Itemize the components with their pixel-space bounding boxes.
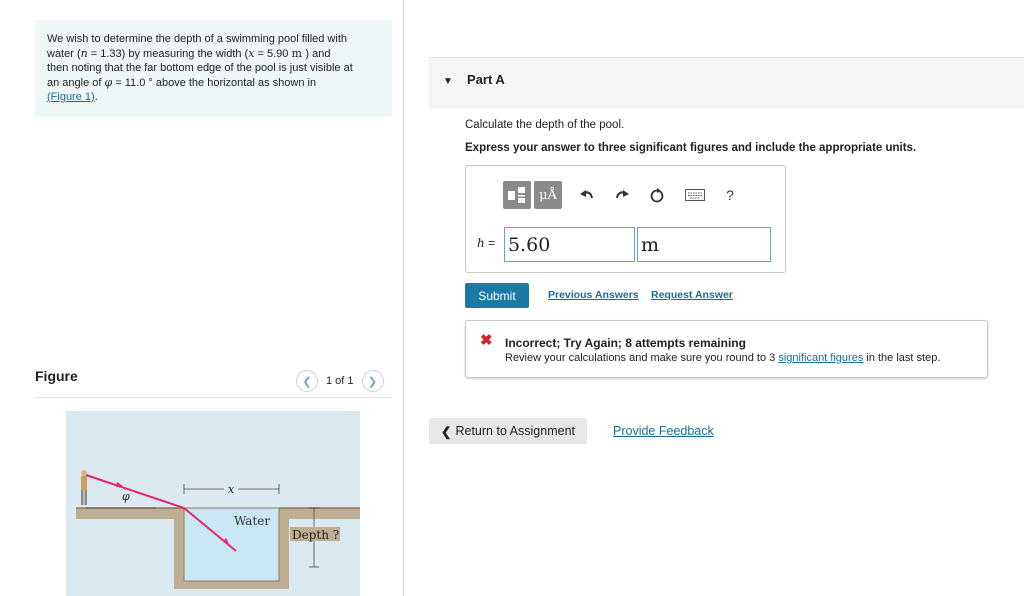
equals-sign: = <box>484 236 496 250</box>
undo-icon[interactable] <box>574 182 600 208</box>
feedback-title: Incorrect; Try Again; 8 attempts remaining <box>505 336 746 350</box>
problem-text: then noting that the far bottom edge of the pool is just visible at <box>47 62 353 74</box>
feedback-message <box>465 320 988 378</box>
problem-text: an angle of <box>47 76 105 89</box>
phi-label: φ <box>122 490 130 503</box>
chevron-left-icon: ❮ <box>441 424 452 439</box>
feedback-text: Review your calculations and make sure you round to 3 <box>505 352 779 364</box>
pool-figure <box>66 411 360 596</box>
return-label: Return to Assignment <box>455 424 575 438</box>
symbol-n: n <box>80 46 88 60</box>
triangle-down-icon[interactable]: ▼ <box>443 76 453 87</box>
variable-symbol: h <box>477 236 485 250</box>
submit-button[interactable]: Submit <box>465 283 529 308</box>
answer-unit-input[interactable]: m <box>637 227 771 262</box>
previous-answers-link[interactable]: Previous Answers <box>548 289 639 301</box>
symbol-phi: φ <box>104 75 113 89</box>
significant-figures-link[interactable]: significant figures <box>778 352 864 364</box>
math-toolbar <box>503 181 743 209</box>
request-answer-link[interactable]: Request Answer <box>651 289 733 301</box>
problem-text: ) and <box>305 47 331 60</box>
part-a-label: Part A <box>467 72 505 87</box>
feedback-text: in the last step. <box>863 352 941 364</box>
help-icon[interactable]: ? <box>726 187 734 203</box>
depth-label: Depth ? <box>292 528 340 542</box>
instructions-text: Express your answer to three significant figures and include the appropriate units. <box>465 142 917 154</box>
redo-icon[interactable] <box>609 182 635 208</box>
chevron-left-icon[interactable]: ❮ <box>296 370 318 392</box>
question-text: Calculate the depth of the pool. <box>465 119 625 131</box>
problem-text: . <box>94 91 98 103</box>
x-label: x <box>228 483 235 496</box>
template-icon[interactable] <box>503 181 531 209</box>
left-column <box>0 0 404 596</box>
units-icon[interactable]: μÅ <box>534 181 562 209</box>
answer-box <box>465 165 786 273</box>
problem-text: water ( <box>47 47 81 60</box>
part-a-header[interactable] <box>429 57 1024 109</box>
figure-link[interactable]: (Figure 1) <box>47 91 95 103</box>
divider <box>35 397 392 398</box>
x-mark-icon: ✖ <box>480 332 493 349</box>
variable-label <box>477 236 495 250</box>
answer-value-input[interactable]: 5.60 <box>504 227 635 262</box>
symbol-x: x <box>248 46 255 60</box>
problem-text: = 1.33) by measuring the width ( <box>87 47 249 60</box>
unit-m: m <box>291 46 306 60</box>
figure-nav <box>296 370 384 392</box>
problem-statement <box>35 20 392 117</box>
keyboard-icon[interactable] <box>682 182 708 208</box>
reset-icon[interactable] <box>644 182 670 208</box>
chevron-right-icon[interactable]: ❯ <box>362 370 384 392</box>
water-label: Water <box>234 514 271 528</box>
figure-counter: 1 of 1 <box>326 375 354 387</box>
problem-text: = 11.0 ° above the horizontal as shown in <box>112 76 317 89</box>
column-divider <box>403 0 404 596</box>
return-to-assignment-button[interactable] <box>429 418 587 444</box>
problem-text: = 5.90 <box>254 47 292 60</box>
problem-text: We wish to determine the depth of a swimming pool filled with <box>47 33 347 45</box>
provide-feedback-link[interactable]: Provide Feedback <box>613 424 714 438</box>
figure-title: Figure <box>35 368 78 384</box>
feedback-body <box>505 352 940 364</box>
